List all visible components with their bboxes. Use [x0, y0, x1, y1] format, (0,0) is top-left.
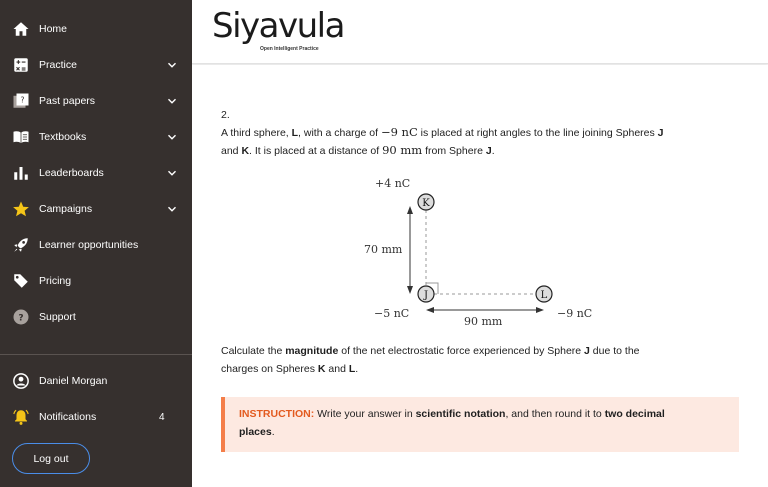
charge-j-label: −5 nC: [374, 307, 410, 320]
tag-icon: [12, 272, 30, 290]
sphere-l-label: L: [540, 290, 548, 301]
chevron-down-icon[interactable]: [165, 202, 179, 216]
bar-chart-icon: [12, 164, 30, 182]
sidebar-item-label: Textbooks: [39, 131, 87, 143]
home-icon: [12, 20, 30, 38]
sidebar-item-account[interactable]: [0, 363, 192, 399]
sidebar-item-leaderboards[interactable]: [0, 155, 192, 191]
star-icon: [12, 200, 30, 218]
siyavula-logo[interactable]: [212, 6, 344, 52]
sidebar-item-practice[interactable]: [0, 47, 192, 83]
instruction-label: INSTRUCTION:: [239, 408, 315, 420]
svg-text:?: ?: [20, 95, 25, 105]
charge-k-label: +4 nC: [375, 177, 411, 190]
sidebar-item-label: Campaigns: [39, 203, 93, 215]
header: [192, 0, 768, 64]
sidebar-item-label: Past papers: [39, 95, 96, 107]
sphere-diagram: [352, 170, 642, 330]
chevron-down-icon[interactable]: [165, 58, 179, 72]
charge-l-label: −9 nC: [557, 307, 593, 320]
notification-count: 4: [159, 411, 165, 423]
sidebar-item-notifications[interactable]: [0, 399, 192, 435]
sidebar-item-home[interactable]: [0, 11, 192, 47]
logo-tagline: Open Intelligent Practice: [260, 46, 319, 52]
sphere-k-label: K: [422, 198, 430, 209]
instruction-text: INSTRUCTION: Write your answer in scientific notation, and then round it to two decimal places.: [239, 408, 665, 438]
distance-horizontal-label: 90 mm: [464, 315, 503, 328]
sidebar-item-label: Practice: [39, 59, 77, 71]
chevron-down-icon[interactable]: [165, 94, 179, 108]
instruction-box: [221, 397, 739, 452]
sidebar: [0, 0, 192, 487]
user-name: Daniel Morgan: [39, 375, 108, 387]
account-icon: [12, 372, 30, 390]
logout-button[interactable]: Log out: [12, 443, 90, 474]
distance-vertical-label: 70 mm: [364, 243, 403, 256]
sidebar-item-textbooks[interactable]: [0, 119, 192, 155]
sidebar-item-label: Leaderboards: [39, 167, 104, 179]
prompt-line-2: charges on Spheres K and L.: [221, 363, 359, 375]
past-paper-icon: [12, 92, 30, 110]
calculator-icon: [12, 56, 30, 74]
help-icon: [12, 308, 30, 326]
sidebar-item-campaigns[interactable]: [0, 191, 192, 227]
svg-text:?: ?: [18, 313, 24, 324]
question-text-line-2: and K. It is placed at a distance of 90 mm from Sphere J.: [221, 143, 495, 157]
sidebar-item-label: Support: [39, 311, 76, 323]
rocket-icon: [12, 236, 30, 254]
sidebar-item-past-papers[interactable]: [0, 83, 192, 119]
sidebar-item-label: Notifications: [39, 411, 97, 423]
sidebar-item-learner-opportunities[interactable]: [0, 227, 192, 263]
prompt-line-1: Calculate the magnitude of the net electrostatic force experienced by Sphere J due to the: [221, 345, 640, 357]
bell-icon: [12, 408, 30, 426]
sphere-j-label: J: [423, 290, 429, 301]
chevron-down-icon[interactable]: [165, 130, 179, 144]
sidebar-item-label: Pricing: [39, 275, 72, 287]
sidebar-item-label: Home: [39, 23, 68, 35]
question-number: 2.: [221, 109, 230, 121]
sidebar-item-support[interactable]: [0, 299, 192, 335]
question-text-line-1: A third sphere, L, with a charge of −9 nC is placed at right angles to the line joining Spheres J: [221, 125, 664, 139]
logo-wordmark: Siyavula: [212, 6, 344, 46]
sidebar-item-label: Learner opportunities: [39, 239, 139, 251]
sidebar-divider: [0, 354, 192, 355]
sidebar-item-pricing[interactable]: [0, 263, 192, 299]
chevron-down-icon[interactable]: [165, 166, 179, 180]
question-content: [192, 65, 768, 487]
book-icon: [12, 128, 30, 146]
